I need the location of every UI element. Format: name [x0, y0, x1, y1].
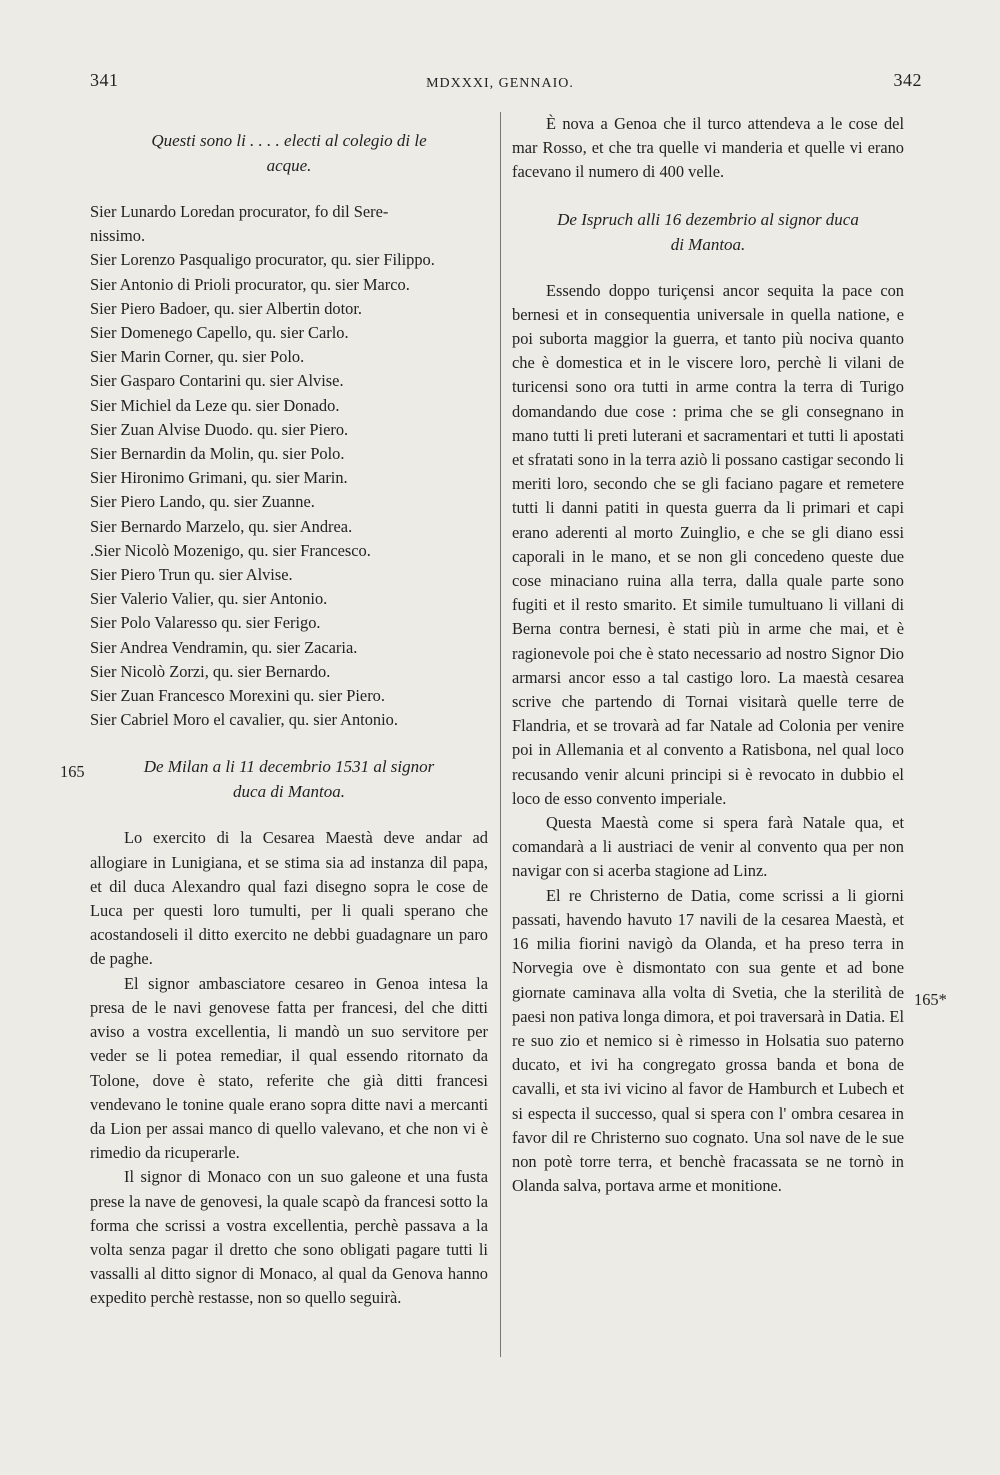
- heading-line: De Ispruch alli 16 dezembrio al signor duca: [557, 209, 859, 229]
- margin-marker-left: 165: [60, 762, 85, 781]
- list-item: Sier Antonio di Prioli procurator, qu. sier Marco.: [90, 274, 410, 294]
- list-item: Sier Piero Lando, qu. sier Zuanne.: [90, 492, 315, 512]
- list-item: Sier Zuan Alvise Duodo. qu. sier Piero.: [90, 419, 349, 439]
- column-divider: [500, 112, 501, 1357]
- paragraph: Questa Maestà come si spera farà Natale qua, et comandarà a li austriaci de venir al convento qua per non navigar con si acerba stagione ad Linz.: [512, 813, 904, 881]
- heading-line: di Mantoa.: [670, 234, 746, 254]
- list-item: nissimo.: [90, 226, 146, 246]
- page-number-right: 342: [893, 70, 922, 90]
- list-item: Sier Hironimo Grimani, qu. sier Marin.: [90, 468, 348, 488]
- heading-line: acque.: [266, 156, 312, 175]
- list-item: .Sier Nicolò Mozenigo, qu. sier Francesco.: [90, 540, 371, 560]
- section-heading: [90, 754, 488, 804]
- heading-line: duca di Mantoa.: [233, 782, 345, 802]
- right-column: [512, 112, 904, 1198]
- left-column: [90, 128, 488, 1311]
- heading-line: De Milan a li 11 decembrio 1531 al signor: [143, 757, 435, 777]
- list-item: Sier Cabriel Moro el cavalier, qu. sier Antonio.: [90, 710, 398, 730]
- list-item: Sier Lorenzo Pasqualigo procurator, qu. sier Filippo.: [90, 250, 435, 270]
- list-item: Sier Nicolò Zorzi, qu. sier Bernardo.: [90, 661, 331, 681]
- section-heading: [90, 128, 488, 178]
- list-item: Sier Piero Trun qu. sier Alvise.: [90, 565, 293, 585]
- margin-marker-right: 165*: [914, 990, 947, 1009]
- paragraph: El signor ambasciatore cesareo in Genoa intesa la presa de le navi genovese fatta per francesi, del che ditti aviso a vostra excellentia, li mandò un suo servitore per veder se li potea remediar, il qual essendo ritornato da Tolone, dove è stato, referite che già ditti francesi vendevano le tonine quale erano sopra ditte navi a mercanti da Lion per assai manco di quello valevano, et che non vi è rimedio da ricuperarle.: [90, 973, 488, 1163]
- paragraph: Il signor di Monaco con un suo galeone et una fusta prese la nave de genovesi, la quale scapò da francesi sotto la forma che scrissi a vostra excellentia, perchè passava a la volta senza pagar il dretto che sono obligati pagare tutti li vassalli al ditto signor di Monaco, al qual da Genova hanno expedito perchè restasse, non so quello seguirà.: [90, 1167, 488, 1308]
- name-list: [90, 200, 488, 732]
- list-item: Sier Bernardo Marzelo, qu. sier Andrea.: [90, 516, 353, 536]
- list-item: Sier Valerio Valier, qu. sier Antonio.: [90, 589, 328, 609]
- list-item: Sier Michiel da Leze qu. sier Donado.: [90, 395, 340, 415]
- list-item: Sier Lunardo Loredan procurator, fo dil Sere-: [90, 202, 389, 221]
- running-title: MDXXXI, GENNAIO.: [426, 76, 574, 91]
- list-item: Sier Marin Corner, qu. sier Polo.: [90, 347, 305, 367]
- section-heading: [512, 207, 904, 257]
- page-number-left: 341: [90, 70, 119, 90]
- list-item: Sier Polo Valaresso qu. sier Ferigo.: [90, 613, 321, 633]
- heading-line: Questi sono li . . . . electi al colegio di le: [151, 131, 427, 150]
- paragraph: El re Christerno de Datia, come scrissi a li giorni passati, havendo havuto 17 navili de la cesarea Maestà, et 16 milia fiorini navigò da Olanda, et ha preso terra in Norvegia ove è dismontato con sua gente et ad bone giornate caminava alla volta di Svetia, che la sterilità de paesi non pativa longa dimora, et poi traversarà in Datia. El re suo zio et nemico si è rimesso in Holsatia suo paterno ducato, et ivi ha congregato grossa banda et bona de cavalli, et sta ivi vicino al favor de Hamburch et Lubech et si especta il successo, qual si spera con l' ombra cesarea in favor dil re Christerno suo cognato. Una sol nave de le sue non potè torre terra, et benchè fracassata se ne tornò in Olanda salva, portava arme et monitione.: [512, 885, 904, 1196]
- paragraph: Lo exercito di la Cesarea Maestà deve andar ad allogiare in Lunigiana, et se stima sia ad instanza dil papa, et dil duca Alexandro qual fazi disegno sopra le cose de Luca per questi loro tumulti, per li quali sperano che acostandoseli il ditto exercito ne debbi guadagnare un paro de paghe.: [90, 828, 488, 969]
- paragraph: È nova a Genoa che il turco attendeva a le cose del mar Rosso, et che tra quelle vi manderia et quelle vi erano facevano il numero di 400 velle.: [512, 114, 904, 182]
- list-item: Sier Andrea Vendramin, qu. sier Zacaria.: [90, 637, 358, 657]
- list-item: Sier Gasparo Contarini qu. sier Alvise.: [90, 371, 344, 391]
- list-item: Sier Piero Badoer, qu. sier Albertin dotor.: [90, 298, 363, 318]
- list-item: Sier Domenego Capello, qu. sier Carlo.: [90, 323, 349, 343]
- list-item: Sier Bernardin da Molin, qu. sier Polo.: [90, 444, 345, 464]
- paragraph: Essendo doppo turiçensi ancor sequita la pace con bernesi et in consequentia universale in quella natione, e poi suborta maggior la guerra, et tanto più nociva quanto che è domestica et in le viscere loro, perchè li vilani de turicensi sono ora tutti in arme contra la terra di Turigo domandando due cose : prima che se gli consegnano in mano tutti li preti luterani et sacramentari et tutti li apostati et sfratati sono in la terra aziò li possano castigar secondo li meriti loro, secondo che se gli faciano pagare et remetere tutti li danni patiti in questa guerra da li primari et capi erano aderenti al morto Zuinglio, e che se gli diano essi caporali in le mano, et se non gli concedeno queste due cose minaciano ruina alla terra, dalla quale parte sono fugiti et il resto smarito. Et simile tumultuano li villani di Berna contra bernesi, è stati più in arme che mai, et è ragionevole poi che è stato necessario ad nostro Signor Dio armarsi ancor esso a tal castigo loro. La maestà cesarea scrive che partendo di Tornai visitarà quelle terre de Flandria, et se trovarà ad far Natale ad Colonia per venire poi in Allemania et al convento a Ratisbona, nel qual loco recusando venir alcuni principi si è revocato in dubbio el loco de esso convento imperiale.: [512, 280, 904, 808]
- list-item: Sier Zuan Francesco Morexini qu. sier Piero.: [90, 686, 385, 706]
